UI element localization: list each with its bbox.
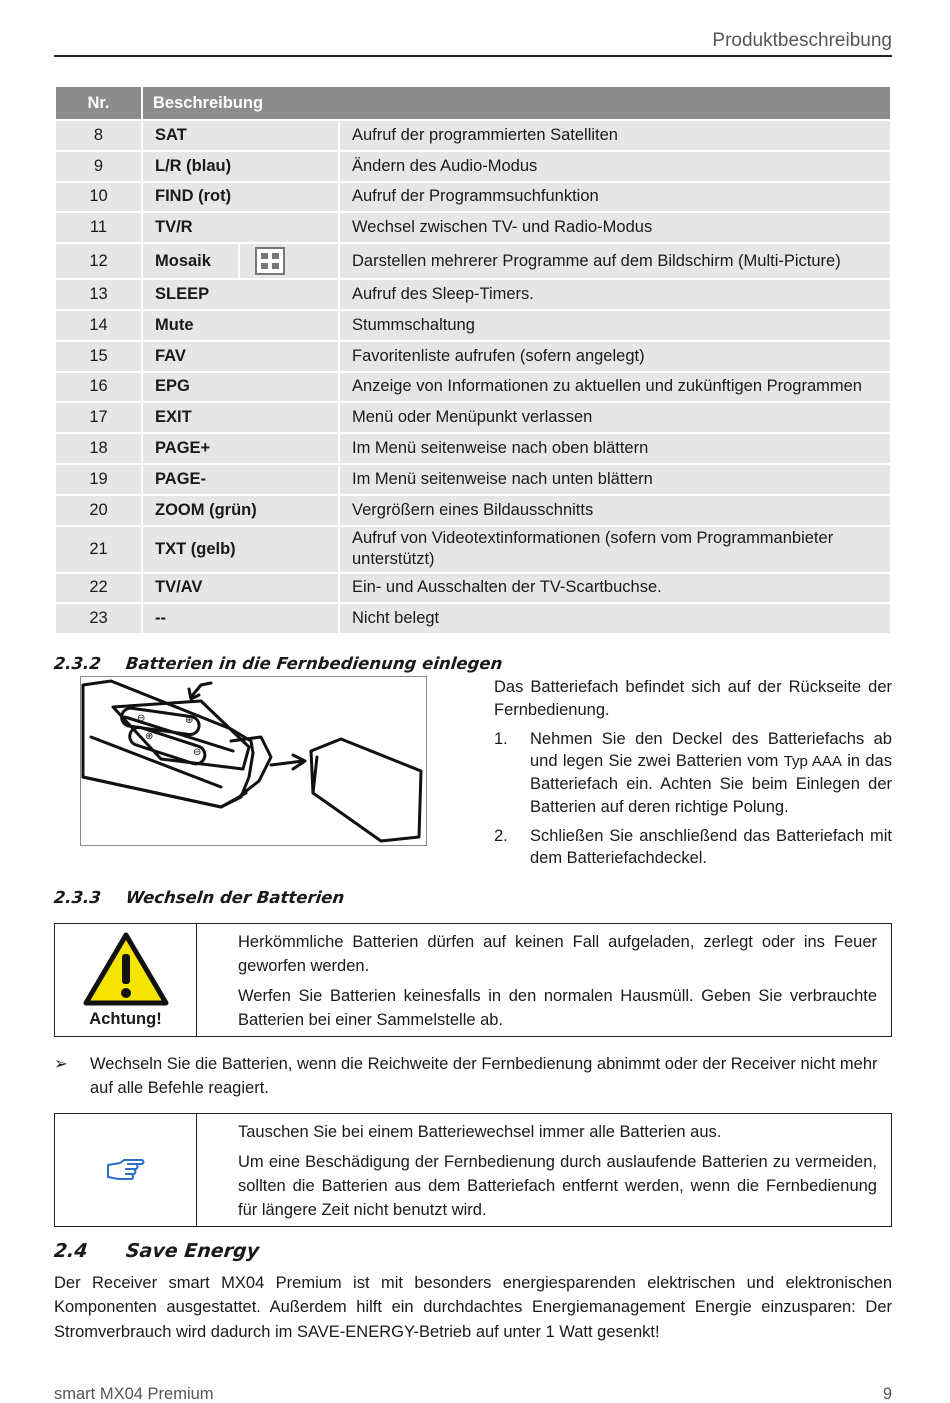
button-description: Aufruf des Sleep-Timers. bbox=[340, 280, 890, 309]
battery-type: Typ AAA bbox=[783, 753, 842, 771]
table-row bbox=[56, 244, 890, 278]
row-number: 13 bbox=[56, 280, 141, 309]
section-heading-2-3-3 bbox=[53, 888, 345, 907]
step-number: 2. bbox=[494, 826, 508, 845]
note-text bbox=[197, 1114, 891, 1226]
svg-text:⊕: ⊕ bbox=[145, 731, 154, 742]
button-description: Anzeige von Informationen zu aktuellen und zukünftigen Programmen bbox=[340, 373, 890, 402]
note-icon-cell bbox=[55, 1114, 197, 1226]
button-description: Ändern des Audio-Modus bbox=[340, 152, 890, 181]
footer-page-number: 9 bbox=[882, 1385, 892, 1403]
note-box bbox=[54, 1113, 892, 1227]
section-number: 2.3.2 bbox=[53, 654, 102, 673]
row-number: 19 bbox=[56, 465, 141, 494]
button-name: TV/AV bbox=[143, 574, 338, 603]
step-text-part2: in das Batteriefach ein. Achten Sie beim Einlegen der Batterien auf deren richtige Polung. bbox=[530, 752, 892, 816]
footer-product-name: smart MX04 Premium bbox=[54, 1385, 214, 1403]
button-description: Aufruf der programmierten Satelliten bbox=[340, 121, 890, 150]
note-paragraph-1: Tauschen Sie bei einem Batteriewechsel immer alle Batterien aus. bbox=[238, 1123, 722, 1141]
remote-buttons-table bbox=[54, 85, 892, 635]
battery-steps bbox=[494, 728, 892, 871]
svg-text:⊕: ⊕ bbox=[185, 715, 194, 726]
button-name: EPG bbox=[143, 373, 338, 402]
button-name: -- bbox=[143, 604, 338, 633]
table-row bbox=[56, 373, 890, 402]
button-description: Menü oder Menüpunkt verlassen bbox=[340, 403, 890, 432]
button-name: PAGE+ bbox=[143, 434, 338, 463]
row-number: 10 bbox=[56, 183, 141, 212]
table-header-row bbox=[56, 87, 890, 119]
battery-change-bullet bbox=[54, 1053, 892, 1101]
note-paragraph-2: Um eine Beschädigung der Fernbedienung durch auslaufende Batterien zu vermeiden, sollten die Batterien aus dem Batteriefach entfernt werden, wenn die Fernbedienung für längere Zeit nicht benutzt wird. bbox=[238, 1152, 877, 1219]
button-name: SLEEP bbox=[143, 280, 338, 309]
button-name: TXT (gelb) bbox=[143, 527, 338, 572]
section-title: Save Energy bbox=[124, 1240, 261, 1262]
button-name: TV/R bbox=[143, 213, 338, 242]
step-text: Schließen Sie anschließend das Batteriefach mit dem Batteriefachdeckel. bbox=[530, 826, 892, 868]
warning-paragraph-1: Herkömmliche Batterien dürfen auf keinen Fall aufgeladen, zerlegt oder ins Feuer geworfen werden. bbox=[238, 933, 877, 975]
warning-text bbox=[197, 924, 891, 1036]
table-header-nr: Nr. bbox=[56, 87, 141, 119]
button-description: Aufruf der Programmsuchfunktion bbox=[340, 183, 890, 212]
row-number: 18 bbox=[56, 434, 141, 463]
button-name: FAV bbox=[143, 342, 338, 371]
svg-text:⊖: ⊖ bbox=[137, 713, 146, 724]
pointing-hand-icon bbox=[106, 1157, 146, 1183]
button-description: Im Menü seitenweise nach unten blättern bbox=[340, 465, 890, 494]
row-number: 8 bbox=[56, 121, 141, 150]
table-row bbox=[56, 311, 890, 340]
table-row bbox=[56, 213, 890, 242]
row-number: 11 bbox=[56, 213, 141, 242]
row-number: 16 bbox=[56, 373, 141, 402]
step-text-part1: Nehmen Sie den Deckel des Batteriefachs ab und legen Sie zwei Batterien vom bbox=[530, 729, 892, 771]
section-heading-2-3-2 bbox=[53, 654, 503, 673]
table-row bbox=[56, 604, 890, 633]
button-description: Vergrößern eines Bildausschnitts bbox=[340, 496, 890, 525]
table-row bbox=[56, 280, 890, 309]
table-row bbox=[56, 183, 890, 212]
table-row bbox=[56, 434, 890, 463]
table-row bbox=[56, 465, 890, 494]
step-number: 1. bbox=[494, 729, 508, 748]
battery-insertion-illustration bbox=[80, 676, 427, 846]
row-number: 21 bbox=[56, 527, 141, 572]
section-title: Batterien in die Fernbedienung einlegen bbox=[125, 654, 504, 673]
mosaic-grid-icon bbox=[254, 246, 288, 276]
table-row bbox=[56, 121, 890, 150]
button-name: ZOOM (grün) bbox=[143, 496, 338, 525]
button-name: EXIT bbox=[143, 403, 338, 432]
section-number: 2.3.3 bbox=[53, 888, 102, 907]
section-heading-2-4 bbox=[53, 1240, 260, 1262]
button-description: Wechsel zwischen TV- und Radio-Modus bbox=[340, 213, 890, 242]
button-name: FIND (rot) bbox=[143, 183, 338, 212]
battery-instructions bbox=[494, 676, 892, 876]
table-row bbox=[56, 403, 890, 432]
arrow-bullet-icon: ➢ bbox=[54, 1055, 68, 1073]
bullet-text: Wechseln Sie die Batterien, wenn die Reichweite der Fernbedienung abnimmt oder der Receiver nicht mehr auf alle Befehle reagiert. bbox=[90, 1055, 878, 1097]
battery-step-2 bbox=[494, 825, 892, 871]
header-divider bbox=[54, 55, 892, 57]
button-name: Mosaik bbox=[143, 244, 238, 278]
table-row bbox=[56, 152, 890, 181]
svg-text:⊖: ⊖ bbox=[193, 747, 202, 758]
button-description: Nicht belegt bbox=[340, 604, 890, 633]
warning-paragraph-2: Werfen Sie Batterien keinesfalls in den normalen Hausmüll. Geben Sie verbrauchte Batterien bei einer Sammelstelle ab. bbox=[238, 986, 877, 1029]
table-header-description: Beschreibung bbox=[143, 87, 890, 119]
row-number: 15 bbox=[56, 342, 141, 371]
row-number: 23 bbox=[56, 604, 141, 633]
row-number: 14 bbox=[56, 311, 141, 340]
row-number: 20 bbox=[56, 496, 141, 525]
button-description: Ein- und Ausschalten der TV-Scartbuchse. bbox=[340, 574, 890, 603]
page-header-title: Produktbeschreibung bbox=[712, 30, 892, 51]
warning-box bbox=[54, 923, 892, 1037]
button-description: Aufruf von Videotextinformationen (sofern vom Programmanbieter unterstützt) bbox=[340, 527, 890, 572]
button-description: Stummschaltung bbox=[340, 311, 890, 340]
section-title: Wechseln der Batterien bbox=[125, 888, 346, 907]
button-name: SAT bbox=[143, 121, 338, 150]
warning-icon-cell bbox=[55, 924, 197, 1036]
button-description: Favoritenliste aufrufen (sofern angelegt) bbox=[340, 342, 890, 371]
row-number: 9 bbox=[56, 152, 141, 181]
battery-intro: Das Batteriefach befindet sich auf der Rückseite der Fernbedienung. bbox=[494, 678, 892, 719]
table-row bbox=[56, 496, 890, 525]
table-row bbox=[56, 574, 890, 603]
table-row bbox=[56, 342, 890, 371]
save-energy-paragraph: Der Receiver smart MX04 Premium ist mit besonders energiesparenden elektrischen und elektronischen Komponenten ausgestattet. Außerdem hilft ein durchdachtes Energiemanagement Energie einzusparen: Der Stromverbrauch wird dadurch im SAVE-ENERGY-Betrieb auf unter 1 Watt gesenkt! bbox=[54, 1274, 892, 1341]
remote-battery-drawing bbox=[81, 677, 426, 845]
mosaic-icon-cell bbox=[240, 244, 338, 278]
button-name: PAGE- bbox=[143, 465, 338, 494]
section-number: 2.4 bbox=[52, 1240, 89, 1262]
table-row bbox=[56, 527, 890, 572]
warning-label: Achtung! bbox=[89, 1009, 162, 1028]
button-name: L/R (blau) bbox=[143, 152, 338, 181]
button-description: Im Menü seitenweise nach oben blättern bbox=[340, 434, 890, 463]
row-number: 22 bbox=[56, 574, 141, 603]
warning-triangle-icon bbox=[83, 932, 169, 1006]
row-number: 17 bbox=[56, 403, 141, 432]
battery-step-1 bbox=[494, 728, 892, 819]
row-number: 12 bbox=[56, 244, 141, 278]
button-description: Darstellen mehrerer Programme auf dem Bildschirm (Multi-Picture) bbox=[340, 244, 890, 278]
button-name: Mute bbox=[143, 311, 338, 340]
